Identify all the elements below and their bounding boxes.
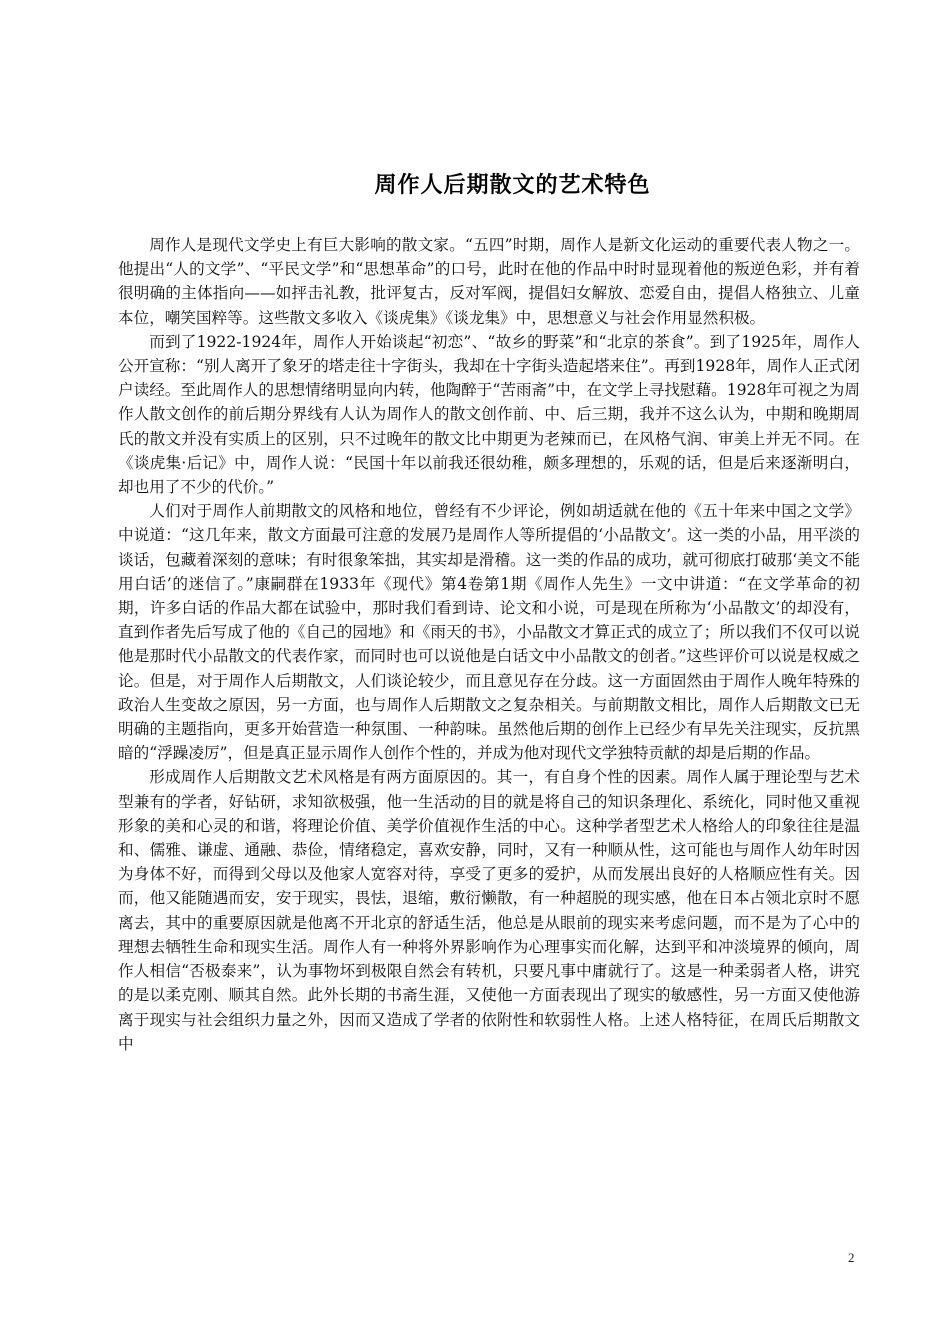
page-number: 2: [848, 1250, 855, 1265]
body-paragraph: 周作人是现代文学史上有巨大影响的散文家。“五四”时期，周作人是新文化运动的重要代表人物之一。他提出“人的文学”、“平民文学”和“思想革命”的口号，此时在他的作品中时时显现着他的叛逆色彩，并有着很明确的主体指向——如抨击礼教，批评复古，反对军阀，提倡妇女解放、恋爱自由，提倡人格独立、儿童本位，嘲笑国粹等。这些散文多收入《谈虎集》《谈龙集》中，思想意义与社会作用显然积极。: [118, 236, 860, 327]
body-paragraph: 形成周作人后期散文艺术风格是有两方面原因的。其一，有自身个性的因素。周作人属于理论型与艺术型兼有的学者，好钻研，求知欲极强，他一生活动的目的就是将自己的知识条理化、系统化，同时他又重视形象的美和心灵的和谐，将理论价值、美学价值视作生活的中心。这种学者型艺术人格给人的印象往往是温和、儒雅、谦虚、通融、恭俭，情绪稳定，喜欢安静，同时，又有一种顺从性，这可能也与周作人幼年时因为身体不好，而得到父母以及他家人宽容对待，享受了更多的爱护，从而发展出良好的人格顺应性有关。因而，他又能随遇而安，安于现实，畏怯，退缩，敷衍懒散，有一种超脱的现实感，他在日本占领北京时不愿离去，其中的重要原因就是他离不开北京的舒适生活，他总是从眼前的现实来考虑问题，而不是为了心中的理想去牺牲生命和现实生活。周作人有一种将外界影响作为心理事实而化解，达到平和冲淡境界的倾向，周作人相信“否极泰来”，认为事物坏到极限自然会有转机，只要凡事中庸就行了。这是一种柔弱者人格，讲究的是以柔克刚、顺其自然。此外长期的书斋生涯，又使他一方面表现出了现实的敏感性，另一方面又使他游离于现实与社会组织力量之外，因而又造成了学者的依附性和软弱性人格。上述人格特征，在周氏后期散文中: [118, 768, 860, 1053]
document-title: 周作人后期散文的艺术特色: [374, 173, 651, 198]
body-paragraph: 而到了1922-1924年，周作人开始谈起“初恋”、“故乡的野菜”和“北京的茶食”。到了1925年，周作人公开宣称：“别人离开了象牙的塔走往十字街头，我却在十字街头造起塔来住”。再到1928年，周作人正式闭户读经。至此周作人的思想情绪明显向内转，他陶醉于“苦雨斋”中，在文学上寻找慰藉。1928年可视之为周作人散文创作的前后期分界线有人认为周作人的散文创作前、中、后三期，我并不这么认为，中期和晚期周氏的散文并没有实质上的区别，只不过晚年的散文比中期更为老辣而已，在风格气润、审美上并无不同。在《谈虎集·后记》中，周作人说：“民国十年以前我还很幼稚，颇多理想的，乐观的话，但是后来逐渐明白，却也用了不少的代价。”: [118, 332, 860, 497]
document-body: [118, 233, 860, 1056]
body-paragraph: 人们对于周作人前期散文的风格和地位，曾经有不少评论，例如胡适就在他的《五十年来中国之文学》中说道：“这几年来，散文方面最可注意的发展乃是周作人等所提倡的‘小品散文’。这一类的小品，用平淡的谈话，包藏着深刻的意味；有时很象笨拙，其实却是滑稽。这一类的作品的成功，就可彻底打破那‘美文不能用白话’的迷信了。”康嗣群在1933年《现代》第4卷第1期《周作人先生》一文中讲道：“在文学革命的初期，许多白话的作品大都在试验中，那时我们看到诗、论文和小说，可是现在所称为‘小品散文’的却没有，直到作者先后写成了他的《自己的园地》和《雨天的书》，小品散文才算正式的成立了；所以我们不仅可以说他是那时代小品散文的代表作家，而同时也可以说他是白话文中小品散文的创者。”这些评价可以说是权威之论。但是，对于周作人后期散文，人们谈论较少，而且意见存在分歧。这一方面固然由于周作人晚年特殊的政治人生变故之原因，另一方面，也与周作人后期散文之复杂相关。与前期散文相比，周作人后期散文已无明确的主题指向，更多开始营造一种氛围、一种韵味。虽然他后期的创作上已经少有早先关注现实，反抗黑暗的“浮躁凌厉”，但是真正显示周作人创作个性的，并成为他对现代文学独特贡献的却是后期的作品。: [118, 502, 860, 763]
